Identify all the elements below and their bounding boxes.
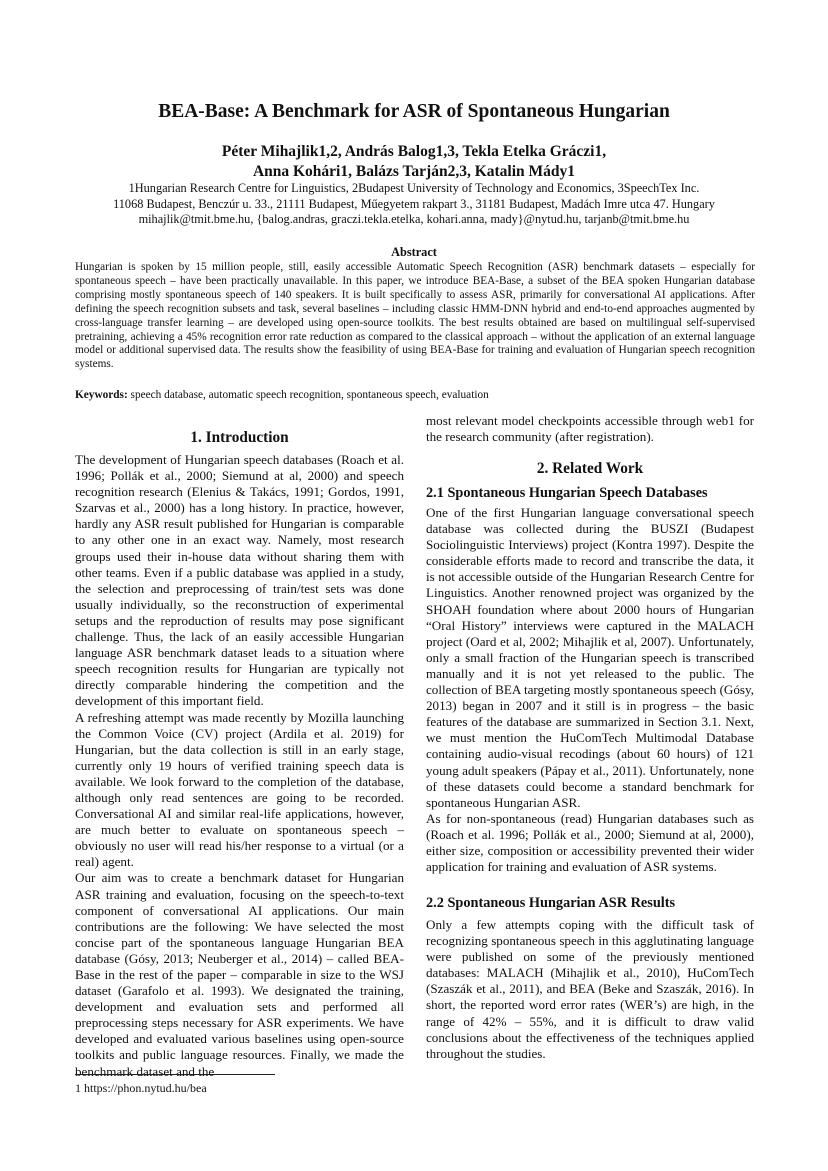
footnote-divider [75,1074,275,1075]
intro-paragraph: The development of Hungarian speech databases (Roach et al. 1996; Pollák et al., 2000; Siemund at al, 2000) and speech recognition research (Elenius & Takács, 1991; Gordos, 1991, Szarvas et al., 2000) has a long history. In practice, however, hardly any ASR result published for Hungarian is comparable to any other one in an exact way. Namely, most research groups used their in-house data without sharing them with other teams. Even if a public database was applied in a study, the selection and preprocessing of train/test sets was done usually individually, so the reconstruction of experimental setups and the reproduction of results may pose significant challenge. Thus, the lack of an easily accessible Hungarian language ASR benchmark dataset leads to a situation where speech recognition results for Hungarian are typically not directly comparable hindering the competition and the development of this important field. [75,452,404,709]
intro-continuation: most relevant model checkpoints accessible through web1 for the research community (after registration). [426,413,754,445]
abstract-heading: Abstract [391,245,437,259]
footnote-url: 1 https://phon.nytud.hu/bea [75,1081,207,1095]
related-work-text-2 [426,917,754,1062]
left-column [75,452,404,1080]
affiliations-line-2: 11068 Budapest, Benczúr u. 33., 21111 Budapest, Műegyetem rakpart 3., 31181 Budapest, Madách Imre utca 47. Hungary [113,197,715,211]
author-emails: mihajlik@tmit.bme.hu, {balog.andras, graczi.tekla.etelka, kohari.anna, mady}@nytud.hu, tarjanb@tmit.bme.hu [138,212,690,226]
right-column [426,413,754,445]
related-work-paragraph: Only a few attempts coping with the difficult task of recognizing spontaneous speech in this agglutinating language were published on some of the previously mentioned databases: MALACH (Mihajlik et al., 2010), HuComTech (Szaszák et al., 2011), and BEA (Beke and Szaszák, 2016). In short, the reported word error rates (WER’s) are high, in the range of 42% – 55%, and it is difficult to draw valid conclusions about the effectiveness of the techniques applied throughout the studies. [426,917,754,1061]
related-work-paragraph: One of the first Hungarian language conversational speech database was collected during the BUSZI (Budapest Sociolinguistic Interviews) project (Kontra 1997). Despite the considerable efforts made to record and transcribe the data, it is not accessible outside of the Hungarian Research Centre for Linguistics. Another renowned project was organized by the SHOAH foundation where about 2000 hours of Hungarian “Oral History” interviews were captured in the MALACH project (Oard et al, 2002; Mihajlik et al, 2007). Unfortunately, only a small fraction of the Hungarian speech is transcribed manually and it is not yet released to the public. The collection of BEA targeting mostly spontaneous speech (Gósy, 2013) began in 2007 and it still is in progress – the basic features of the database are summarized in Section 3.1. Next, we must mention the HuComTech Multimodal Database containing audio-visual recodings (about 60 hours) of 121 young adult speakers (Pápay et al., 2011). Unfortunately, none of these datasets could become a standard benchmark for spontaneous Hungarian ASR. [426,505,754,810]
related-work-paragraph: As for non-spontaneous (read) Hungarian databases such as (Roach et al. 1996; Pollák et al., 2000; Siemund at al, 2000), either size, composition or accessibility prevented their wider application for training and evaluation of ASR systems. [426,810,754,875]
subsection-heading-2-2: 2.2 Spontaneous Hungarian ASR Results [426,895,676,911]
author-list-line-2: Anna Kohári1, Balázs Tarján2,3, Katalin Mády1 [252,163,576,180]
related-work-text-1 [426,505,754,875]
affiliations-line-1: 1Hungarian Research Centre for Linguistics, 2Budapest University of Technology and Economics, 3SpeechTex Inc. [128,181,700,195]
intro-paragraph: A refreshing attempt was made recently by Mozilla launching the Common Voice (CV) project (Ardila et al. 2019) for Hungarian, but the data collection is still in an early stage, currently only 19 hours of verified training speech data is available. We look forward to the completion of the database, although only read sentences are going to be recorded. Conversational AI and similar real-life applications, however, are much better to evaluate on spontaneous speech – obviously no user will read his/her response to a virtual (or a real) agent. [75,709,404,870]
section-heading-related-work: 2. Related Work [536,460,644,477]
subsection-heading-2-1: 2.1 Spontaneous Hungarian Speech Databases [426,485,708,501]
author-list-line-1: Péter Mihajlik1,2, András Balog1,3, Tekla Etelka Gráczi1, [221,143,607,160]
section-heading-introduction: 1. Introduction [190,429,289,446]
keywords-label: Keywords: [75,389,128,401]
keywords-line [75,389,755,401]
intro-paragraph: Our aim was to create a benchmark dataset for Hungarian ASR training and evaluation, focusing on the speech-to-text component of conversational AI applications. Our main contributions are the following: We have selected the most concise part of the spontaneous language Hungarian BEA database (Gósy, 2013; Neuberger et al., 2014) – called BEA-Base in the rest of the paper – comparable in size to the WSJ dataset (Garafolo et al. 1993). We designated the training, development and evaluation sets and performed all preprocessing steps necessary for ASR experiments. We have developed and evaluated various baselines using open-source toolkits and public language resources. Finally, we made the benchmark dataset and the [75,870,404,1079]
keywords-text: speech database, automatic speech recognition, spontaneous speech, evaluation [127,389,489,401]
paper-title: BEA-Base: A Benchmark for ASR of Spontaneous Hungarian [158,101,670,122]
abstract-body: Hungarian is spoken by 15 million people, still, easily accessible Automatic Speech Recognition (ASR) benchmark datasets – especially for spontaneous speech – have been practically unavailable. In this paper, we introduce BEA-Base, a subset of the BEA spoken Hungarian database comprising mostly spontaneous speech of 140 speakers. It is built specifically to assess ASR, primarily for conversational AI applications. After defining the speech recognition subsets and task, several baselines – including classic HMM-DNN hybrid and end-to-end approaches augmented by cross-language transfer learning – are developed using open-source toolkits. The best results obtained are based on multilingual self-supervised pretraining, achieving a 45% recognition error rate reduction as compared to the classical approach – without the application of an external language model or additional supervised data. The results show the feasibility of using BEA-Base for training and evaluation of Hungarian speech recognition systems. [75,261,755,371]
